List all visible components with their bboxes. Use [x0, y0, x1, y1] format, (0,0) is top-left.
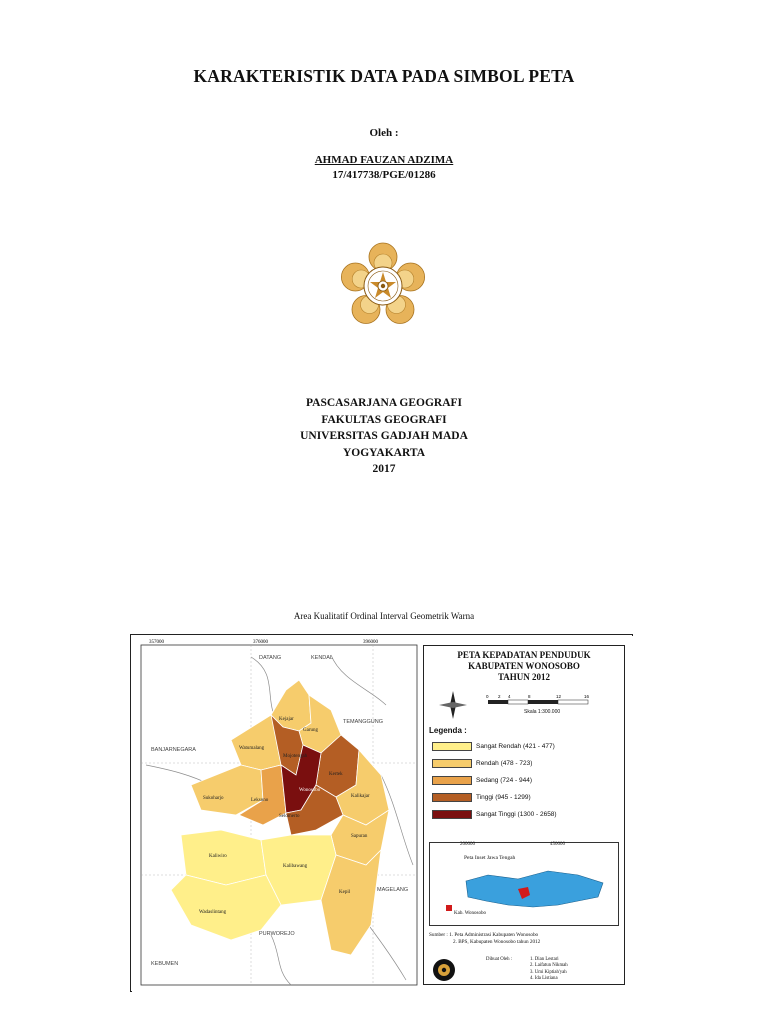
scale-bar: [484, 692, 614, 708]
district-label: Leksono: [251, 798, 269, 803]
district-label: Kejajar: [279, 717, 294, 722]
legend-swatch: [432, 759, 472, 768]
scale-tick: 12: [556, 694, 562, 699]
map-title: [424, 650, 624, 683]
map-caption: Area Kualitatif Ordinal Interval Geometrik Warna: [293, 611, 475, 621]
legend-item: [432, 792, 531, 802]
author-item: 1. Dian Lestari: [530, 957, 559, 962]
author-item: 3. Umi Kiptiah'yah: [530, 969, 567, 975]
map-title-line: KABUPATEN WONOSOBO: [468, 661, 580, 671]
neighbor-label: TEMANGGUNG: [343, 719, 384, 725]
grid-label: 376000: [253, 640, 268, 645]
district-label: Kalikajar: [351, 794, 370, 799]
scale-tick: 0: [486, 694, 489, 699]
institution-line: PASCASARJANA GEOGRAFI: [305, 397, 462, 409]
neighbor-label: BANJARNEGARA: [151, 747, 196, 753]
legend-label: Sedang (724 - 944): [476, 776, 533, 784]
legend-label: Sangat Tinggi (1300 - 2658): [476, 810, 557, 818]
legend-swatch: [432, 742, 472, 751]
legend-swatch: [432, 793, 472, 802]
legend-item: [432, 809, 557, 819]
author-item: 2. Laifatun Nikmah: [530, 963, 568, 969]
district-label: Kepil: [339, 890, 351, 895]
district-label: Kaliwiro: [209, 854, 227, 859]
legend-title: Legenda :: [429, 726, 467, 735]
central-java-inset: [438, 861, 612, 917]
district-label: Sapuran: [351, 834, 368, 839]
grid-label: 396000: [363, 640, 378, 645]
scale-tick: 2: [498, 694, 501, 699]
map-title-line: TAHUN 2012: [497, 672, 551, 682]
inset-tick: 200000: [460, 842, 475, 847]
university-logo-icon: [432, 958, 456, 982]
density-map: [130, 634, 633, 992]
legend-item: [432, 775, 532, 785]
legend-swatch: [432, 810, 472, 819]
neighbor-label: DATANG: [259, 655, 282, 661]
source-line: 1. Peta Administrasi Kabupaten Wonosobo: [449, 932, 539, 938]
district-label: Garung: [303, 728, 318, 733]
scale-tick: 8: [528, 694, 531, 699]
source-line: 2. BPS, Kabupaten Wonosobo tahun 2012: [453, 939, 541, 945]
map-legend-panel: [423, 645, 625, 985]
made-by-label: Dibuat Oleh :: [486, 957, 513, 962]
north-arrow-icon: [438, 690, 468, 720]
inset-key-label: Kab. Wonosobo: [454, 911, 487, 916]
inset-tick: 450000: [550, 842, 565, 847]
district-label: Kalibawang: [283, 864, 308, 869]
source-label: Sumber :: [429, 932, 448, 938]
inset-map: [429, 842, 619, 926]
by-label: Oleh :: [369, 127, 399, 139]
legend-label: Sangat Rendah (421 - 477): [476, 742, 555, 750]
legend-swatch: [432, 776, 472, 785]
institution-block: [0, 395, 768, 478]
author-item: 4. Ida Listiana: [530, 975, 558, 981]
map-title-line: PETA KEPADATAN PENDUDUK: [457, 650, 591, 660]
made-by-list: [530, 957, 568, 982]
scale-tick: 16: [584, 694, 590, 699]
inset-title: Peta Inset Jawa Tengah: [464, 855, 516, 861]
author-name: AHMAD FAUZAN ADZIMA: [314, 154, 454, 166]
grid-label: 357000: [149, 640, 164, 645]
neighbor-label: PURWOREJO: [259, 931, 295, 937]
scale-tick: 4: [508, 694, 511, 699]
district-label: Watumalang: [239, 746, 265, 751]
district-label: Sukoharjo: [203, 796, 224, 801]
neighbor-label: MAGELANG: [377, 887, 409, 893]
district-label: Wonosobo: [299, 788, 321, 793]
district-label: Kertek: [329, 772, 343, 777]
institution-line: YOGYAKARTA: [342, 446, 426, 459]
map-sources: [429, 932, 540, 946]
neighbor-label: KEBUMEN: [151, 961, 179, 967]
legend-item: [432, 741, 555, 751]
legend-label: Tinggi (945 - 1299): [476, 793, 531, 801]
university-seal-icon: [337, 240, 429, 332]
institution-line: 2017: [372, 463, 396, 475]
student-id: 17/417738/PGE/01286: [332, 169, 436, 181]
legend-item: [432, 758, 532, 768]
institution-line: FAKULTAS GEOGRAFI: [321, 413, 447, 426]
district-label: Wadaslintang: [199, 910, 227, 915]
scale-label: Skala 1:300.000: [524, 709, 561, 715]
legend-label: Rendah (478 - 723): [476, 759, 533, 767]
district-label: Selomerto: [279, 814, 300, 819]
document-title: KARAKTERISTIK DATA PADA SIMBOL PETA: [193, 66, 575, 86]
institution-line: UNIVERSITAS GADJAH MADA: [300, 430, 468, 442]
neighbor-label: KENDAL: [311, 655, 334, 661]
district-label: Mojotengah: [283, 754, 308, 759]
